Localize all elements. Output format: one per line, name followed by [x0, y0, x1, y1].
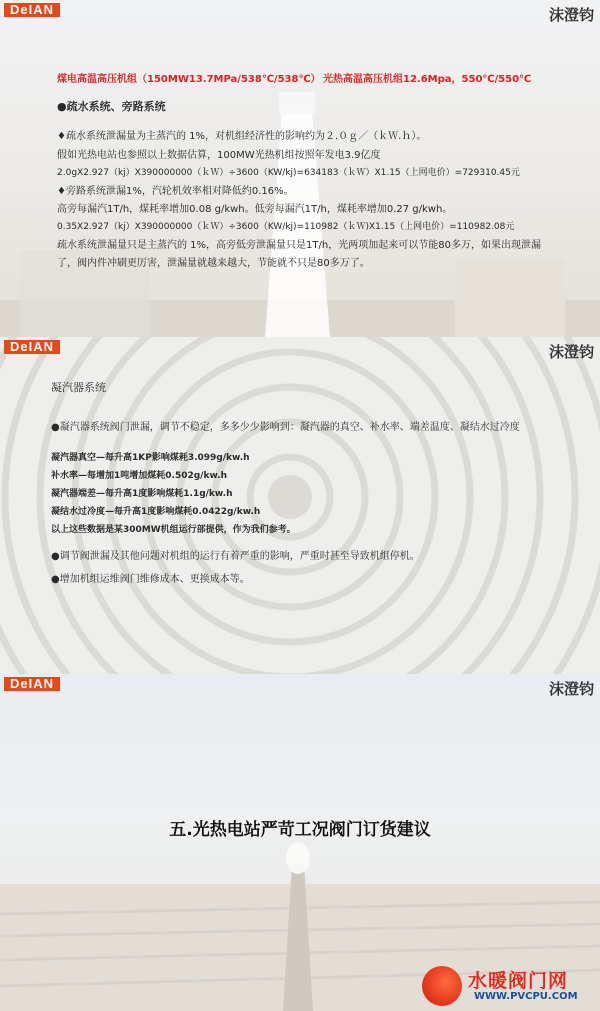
data-line: 凝结水过冷度—每升高1度影响煤耗0.0422g/kw.h — [51, 507, 261, 517]
watermark-logo-icon — [422, 966, 462, 1006]
logo: DeIAN — [4, 3, 60, 17]
signature: 沫澄钧 — [548, 343, 594, 361]
watermark-url: WWW.PVCPU.COM — [474, 991, 578, 1002]
body-line: 2.0gX2.927（kj）X390000000（ｋＷ）÷3600（KW/kj)=634183（ｋＷ）X1.15（上网电价）=729310.45元 — [57, 168, 520, 178]
data-line: 以上这些数据是某300MW机组运行部提供，作为我们参考。 — [51, 525, 296, 535]
body-line: 高旁每漏汽1T/h，煤耗率增加0.08 g/kwh。低旁每漏汽1T/h，煤耗率增加0.27 g/kwh。 — [57, 204, 453, 215]
body-line: 了，阀内件冲刷更厉害，泄漏量就越来越大，节能就不只是80多万了。 — [57, 258, 370, 269]
headline-solar: 光热高温高压机组12.6Mpa，550℃/550℃ — [323, 74, 532, 85]
slide-bypass-system — [0, 0, 600, 337]
logo: DeIAN — [4, 677, 60, 691]
signature: 沫澄钧 — [548, 680, 594, 698]
data-line: 凝汽器端差—每升高1度影响煤耗1.1g/kw.h — [51, 489, 233, 499]
bullet-line: ●调节阀泄漏及其他问题对机组的运行有着严重的影响，严重时甚至导致机组停机。 — [51, 551, 420, 562]
body-line: ♦旁路系统泄漏1%，汽轮机效率相对降低约0.16%。 — [57, 186, 294, 197]
body-line: 疏水系统泄漏量只是主蒸汽的 1%，高旁低旁泄漏量只是1T/h，光两项加起来可以节能80多万，如果出现泄漏 — [57, 240, 541, 251]
headline-coal: 煤电高温高压机组（150MW13.7MPa/538℃/538℃） — [57, 74, 321, 85]
section-heading: ●疏水系统、旁路系统 — [57, 100, 166, 113]
logo: DeIAN — [4, 340, 60, 354]
data-line: 凝汽器真空—每升高1KP影响煤耗3.099g/kw.h — [51, 453, 250, 463]
slide-ordering-advice — [0, 674, 600, 1011]
data-line: 补水率—每增加1吨增加煤耗0.502g/kw.h — [51, 471, 228, 481]
watermark — [422, 966, 592, 1006]
solar-plant-background — [0, 674, 600, 1011]
body-line: ♦疏水系统泄漏量为主蒸汽的 1%，对机组经济性的影响约为２.０ｇ／（ｋＷ.ｈ）。 — [57, 131, 427, 142]
intro-line: ●凝汽器系统阀门泄漏，调节不稳定，多多少少影响到：凝汽器的真空、补水率、端差温度、凝结水过冷度 — [51, 422, 520, 433]
signature: 沫澄钧 — [548, 6, 594, 24]
section-heading: 凝汽器系统 — [51, 381, 106, 394]
slide-condenser-system — [0, 337, 600, 674]
bullet-line: ●增加机组运维阀门维修成本、更换成本等。 — [51, 574, 250, 585]
slide-title: 五.光热电站严苛工况阀门订货建议 — [169, 820, 431, 840]
body-line: 假如光热电站也参照以上数据估算，100MW光热机组按照年发电3.9亿度 — [57, 150, 381, 161]
watermark-title: 水暖阀门网 — [468, 970, 569, 992]
body-line: 0.35X2.927（kj）X390000000（ｋＷ）÷3600（KW/kj)=110982（ｋＷ)X1.15（上网电价）=110982.08元 — [57, 222, 515, 232]
